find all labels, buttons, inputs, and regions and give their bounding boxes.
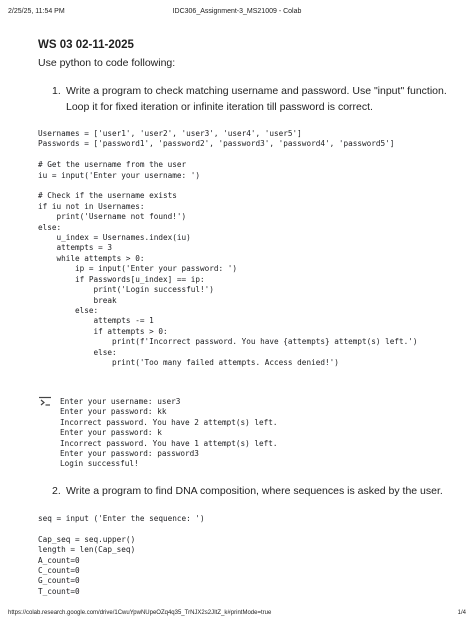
worksheet-heading: WS 03 02-11-2025 — [38, 39, 134, 51]
question-number: 2. — [52, 485, 61, 497]
output-cell-1: Enter your username: user3 Enter your password: kk Incorrect password. You have 2 attempt(s) left. Enter your password: k Incorrect password. You have 1 attempt(s) left. Enter your password: password3 Login successful! — [60, 397, 278, 469]
question-text: Write a program to find DNA composition, where sequences is asked by the user. — [66, 485, 443, 497]
print-header — [8, 8, 466, 20]
print-date: 2/25/25, 11:54 PM — [8, 8, 65, 15]
question-1 — [52, 83, 447, 115]
intro-text: Use python to code following: — [38, 57, 176, 69]
print-footer — [8, 610, 466, 622]
page-number: 1/4 — [457, 610, 466, 616]
question-number: 1. — [52, 85, 61, 97]
document-title: IDC306_Assignment-3_MS21009 - Colab — [172, 8, 302, 15]
code-cell-1[interactable]: Usernames = ['user1', 'user2', 'user3', 'user4', 'user5'] Passwords = ['password1', 'password2', 'password3', 'password4', 'password5'] # Get the username from the user iu = input('Enter your username: ') # Check if the username exists if iu not in Usernames: print('Username not found!') else: u_index = Usernames.index(iu) attempts = 3 while attempts > 0: ip = input('Enter your password: ') if Passwords[u_index] == ip: print('Login successful!') break else: attempts -= 1 if attempts > 0: print(f'Incorrect password. You have {attempts} attempt(s) left.') else: print('Too many failed attempts. Access denied!') — [38, 129, 418, 367]
question-2 — [52, 483, 447, 499]
page-url: https://colab.research.google.com/drive/1CwuYpwNUpeOZq4q35_TrNJX2s2JItZ_k#printMode=true — [8, 610, 272, 616]
code-cell-2[interactable]: seq = input ('Enter the sequence: ') Cap_seq = seq.upper() length = len(Cap_seq) A_count=0 C_count=0 G_count=0 T_count=0 — [38, 514, 205, 596]
output-toggle-icon[interactable] — [38, 396, 52, 407]
question-text: Write a program to check matching username and password. Use "input" function. Loop it for fixed iteration or infinite iteration till password is correct. — [66, 85, 447, 113]
